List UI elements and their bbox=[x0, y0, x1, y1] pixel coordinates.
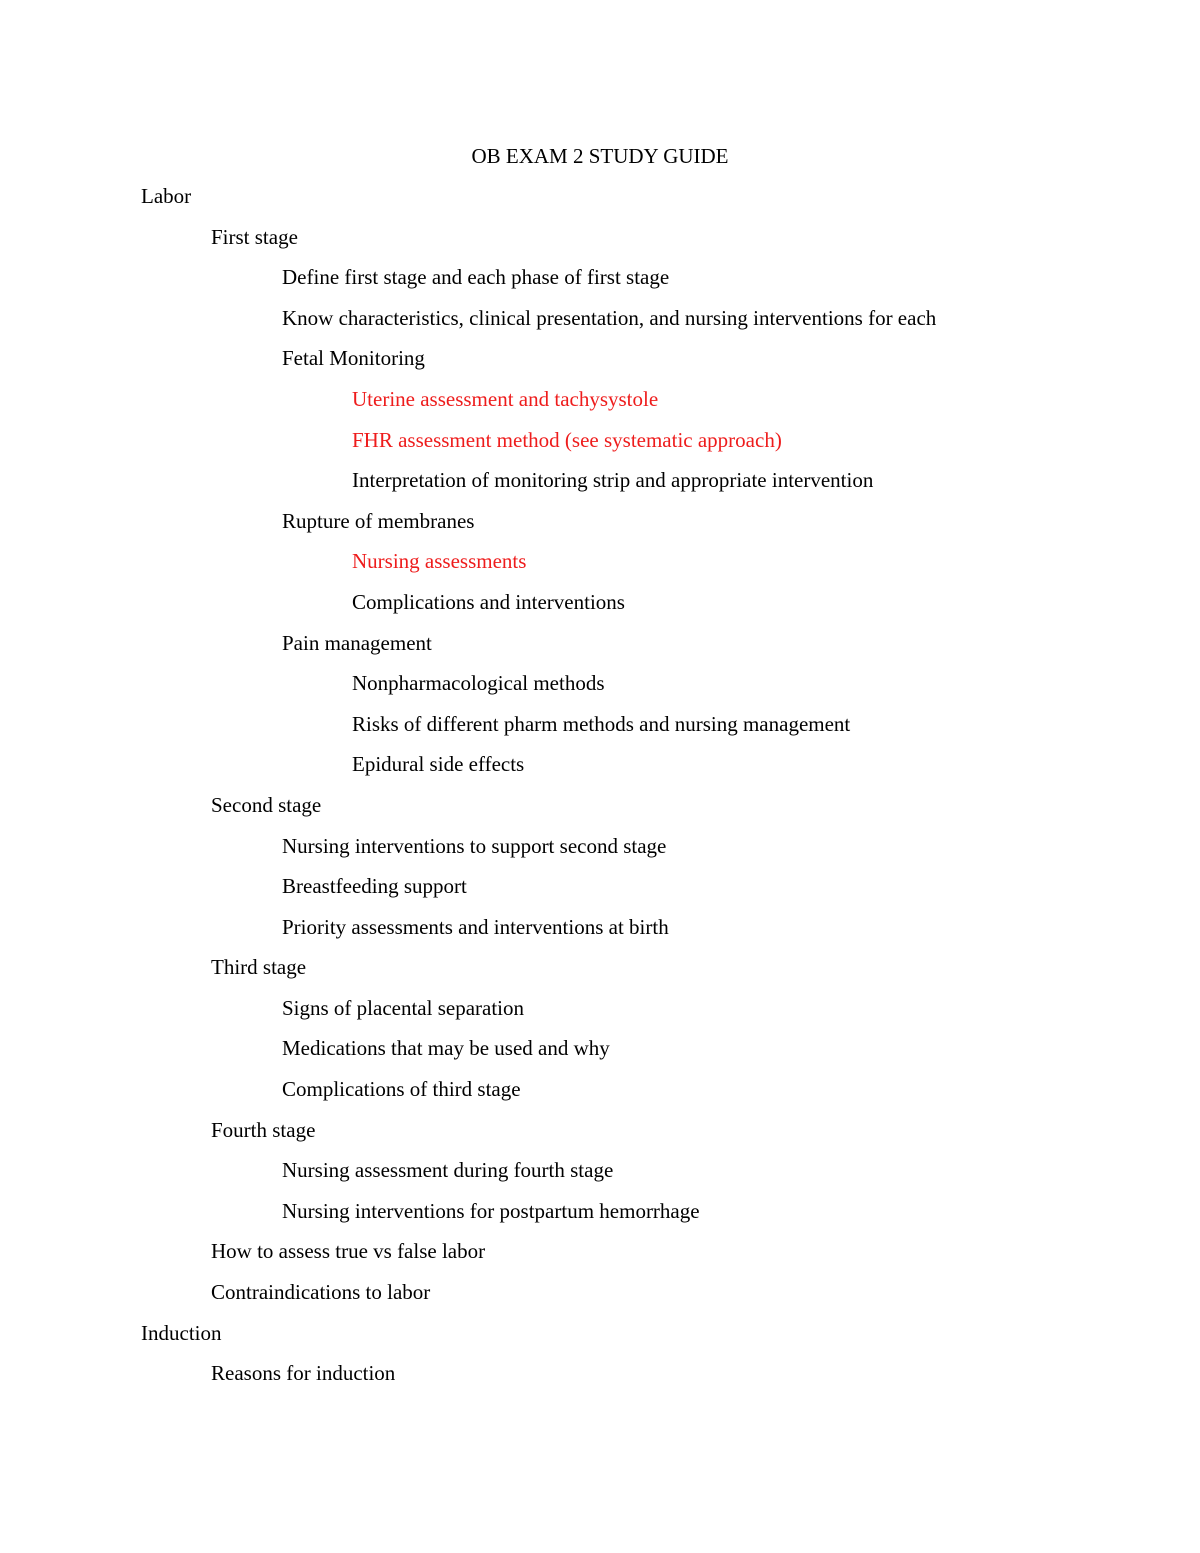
document-title: OB EXAM 2 STUDY GUIDE bbox=[471, 144, 729, 168]
outline-item-level-3: Epidural side effects bbox=[352, 752, 525, 777]
outline-item-level-1: Reasons for induction bbox=[211, 1361, 396, 1386]
outline-item-level-1: Second stage bbox=[211, 792, 322, 817]
outline-item-level-3: Interpretation of monitoring strip and appropriate intervention bbox=[352, 468, 874, 493]
outline-item-level-2: Fetal Monitoring bbox=[282, 346, 425, 371]
outline-item-level-2: Rupture of membranes bbox=[282, 508, 475, 533]
outline-item-level-3: Nursing assessments bbox=[352, 549, 527, 574]
outline-item-level-0: Labor bbox=[141, 184, 192, 208]
outline-item-level-2: Priority assessments and interventions at birth bbox=[282, 914, 669, 939]
outline-item-level-2: Signs of placental separation bbox=[282, 995, 525, 1020]
outline-item-level-1: First stage bbox=[211, 224, 298, 249]
outline-item-level-1: Third stage bbox=[211, 955, 307, 980]
study-guide-outline bbox=[0, 181, 1200, 1399]
outline-item-level-3: Complications and interventions bbox=[352, 589, 625, 614]
outline-item-level-1: How to assess true vs false labor bbox=[211, 1239, 486, 1264]
outline-item-level-2: Nursing assessment during fourth stage bbox=[282, 1158, 614, 1183]
outline-item-level-2: Nursing interventions to support second stage bbox=[282, 833, 667, 858]
outline-item-level-2: Define first stage and each phase of first stage bbox=[282, 265, 670, 290]
outline-item-level-3: Risks of different pharm methods and nursing management bbox=[352, 711, 851, 736]
outline-item-level-1: Contraindications to labor bbox=[211, 1280, 431, 1305]
outline-item-level-3: FHR assessment method (see systematic approach) bbox=[352, 427, 782, 452]
outline-item-level-2: Breastfeeding support bbox=[282, 874, 467, 899]
outline-item-level-2: Know characteristics, clinical presentation, and nursing interventions for each bbox=[282, 305, 937, 330]
outline-item-level-3: Uterine assessment and tachysystole bbox=[352, 386, 659, 411]
outline-item-level-0: Induction bbox=[141, 1320, 222, 1345]
outline-item-level-2: Complications of third stage bbox=[282, 1077, 521, 1102]
outline-item-level-2: Pain management bbox=[282, 630, 432, 655]
outline-item-level-2: Medications that may be used and why bbox=[282, 1036, 610, 1061]
outline-item-level-3: Nonpharmacological methods bbox=[352, 671, 605, 696]
outline-item-level-2: Nursing interventions for postpartum hemorrhage bbox=[282, 1198, 700, 1223]
outline-item-level-1: Fourth stage bbox=[211, 1117, 316, 1142]
